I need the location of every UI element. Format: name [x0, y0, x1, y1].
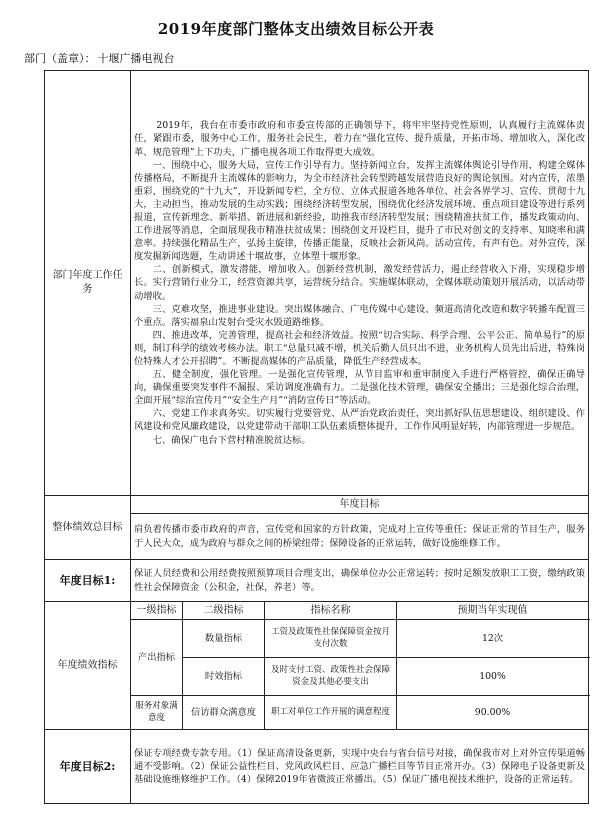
work-paragraph: 六、党建工作求真务实。切实履行党要管党、从严治党政治责任，突出抓好队伍思想建设、组织建设、作风建设和党风廉政建设，以党建带动干部职工队伍素质整体提升，工作作风明显好转，内部管理进一步规范。: [134, 408, 586, 433]
performance-table: [44, 70, 589, 804]
indicator-level2: 时效指标: [183, 658, 265, 696]
goal2-label: 年度目标2:: [45, 730, 131, 804]
work-paragraph: 四、推进改革，完善管理，提高社会和经济效益。按照“切合实际、科学合理、公平公正、简单易行”的原则，制订科学的绩效考核办法。职工“总量只减不增，机关后勤人员只出不进，业务机构人员先出后进，特殊岗位特殊人才公开招聘”。不断提高媒体的产品质量，降低生产经营成本。: [134, 329, 586, 368]
overall-goal-text: 肩负着传播市委市政府的声音，宣传党和国家的方针政策，完成对上宣传等重任；保证正常的节目生产，服务于人民大众，成为政府与群众之间的桥梁纽带；保障设备的正常运转，做好设施维修工作。: [131, 514, 589, 560]
indicator-header-level2: 二级指标: [183, 602, 265, 620]
goal1-text: 保证人员经费和公用经费按照预算项目合理支出，确保单位办公正常运转；按时足额发放职工工资，缴纳政策性社会保障资金（公积金，社保，养老）等。: [131, 560, 589, 602]
work-paragraph: 一、围绕中心，服务大局，宣传工作引导有力。坚持新闻立台，发挥主流媒体舆论引导作用，构建全媒体传播格局，不断提升主流媒体的影响力，为全市经济社会转型跨越发展营造良好的舆论氛围。对内宣传，浓墨重彩，围绕党的“十九大”，开设新闻专栏，全方位、立体式报道各地各单位、社会各界学习、宣传、贯彻十九大，主动担当，推动发展的生动实践；围绕经济转型发展，围绕优化经济发展环境、重点项目建设等进行系列报道，宣传新理念、新举措、新进展和新经验，助推我市经济转型发展；围绕精准扶贫工作，播发政策动向、工作进展等消息，全面展现我市精准扶贫成果；围绕创文开设栏目，提升了市民对创文的支持率、知晓率和满意率。持续强化精品生产，弘扬主旋律，传播正能量，反映社会新风尚。活动宣传，有声有色。对外宣传，深度发掘新闻选题，生动讲述十堰故事，立体塑十堰形象。: [134, 159, 586, 263]
overall-goal-header: 年度目标: [131, 496, 589, 514]
work-task-content: [131, 71, 589, 496]
work-paragraph: 五、健全制度，强化管理。一是强化宣传管理，从节目监审和重审制度入手进行严格管控，确保正确导向，确保重要突发事件不漏报、采访调度准确有力。二是强化技术管理，确保安全播出；三是强化综合治理，全面开展“综治宣传月”“安全生产月”“消防宣传日”等活动。: [134, 369, 586, 407]
work-paragraph: 七、确保广电台下营村精准脱贫达标。: [152, 434, 311, 446]
work-paragraph: 二、创新模式，激发潜能，增加收入。创新经营机制，激发经营活力，遏止经营收入下滑，实现稳步增长。实行营销行业分工，经营资源共享，运营统分结合。实施媒体联动，全媒体联动策划开展活动，以活动带动增收。: [134, 264, 586, 302]
work-paragraph: 三、克难攻坚，推进事业建设。突出媒体融合、广电传媒中心建设、频道高清化改造和数字转播车配置三个重点。落实福泉山发射台受灾水毁道路维修。: [134, 303, 586, 328]
indicator-name: 职工对单位工作开展的满意程度: [265, 696, 397, 730]
indicator-level2: 信访群众满意度: [183, 696, 265, 730]
indicator-value: 90.00%: [397, 696, 589, 730]
indicator-level1: 产出指标: [131, 620, 183, 696]
indicator-value: 12次: [397, 620, 589, 658]
goal2-text: 保证专项经费专款专用。（1）保证高清设备更新，实现中央台与省台信号对接，确保我市对上对外宣传渠道畅通不受影响。（2）保证公益性栏目、党风政风栏目、应急广播栏目等节目正常开办。（3）保障电子设备更新及基础设施维修维护工作。（4）保障2019年省微波正常播出。（5）保证广播电视技术维护，设备的正常运转。: [131, 730, 589, 804]
department-value: 十堰广播电视台: [97, 52, 175, 65]
indicator-value: 100%: [397, 658, 589, 696]
goal1-label: 年度目标1:: [45, 560, 131, 602]
indicator-level1: 服务对象满意度: [131, 696, 183, 730]
indicator-name: 及时支付工资、政策性社会保障资金及其他必要支出: [265, 658, 397, 696]
indicator-header-level1: 一级指标: [131, 602, 183, 620]
indicators-label: 年度绩效指标: [45, 602, 131, 730]
work-task-label: 部门年度工作任务: [45, 71, 131, 496]
page-title: 2019年度部门整体支出绩效目标公开表: [157, 20, 435, 38]
indicator-header-value: 预期当年实现值: [397, 602, 589, 620]
indicator-name: 工资及政策性社保保障资金按月支付次数: [265, 620, 397, 658]
indicator-header-name: 指标名称: [265, 602, 397, 620]
indicator-level2: 数量指标: [183, 620, 265, 658]
work-paragraph: 2019年，我台在市委市政府和市委宣传部的正确领导下，将牢牢坚持党性原则，认真履行主流媒体责任，紧跟市委，服务中心工作，服务社会民生，着力在“强化宣传、提升质量，开拓市场、增加收入，深化改革、规范管理”上下功夫，广播电视各项工作取得更大成效。: [134, 120, 586, 158]
overall-goal-label: 整体绩效总目标: [45, 496, 131, 560]
department-label: 部门（盖章）：: [24, 52, 96, 65]
department-line: [24, 50, 177, 66]
